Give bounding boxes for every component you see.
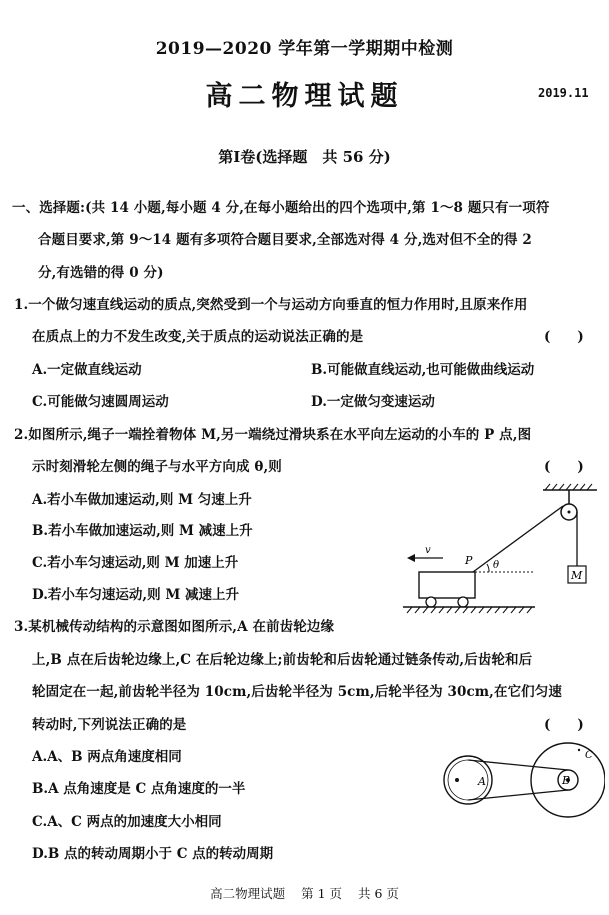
- gear-transmission-figure: [430, 742, 605, 842]
- exam-date: 2019.11: [538, 86, 589, 100]
- option-a: A.一定做直线运动: [32, 362, 142, 378]
- option-d: D.若小车匀速运动,则 M 减速上升: [32, 587, 239, 603]
- footer-total: 共 6 页: [357, 886, 399, 901]
- option-b: B.若小车做加速运动,则 M 减速上升: [32, 523, 253, 539]
- question-2-line: 2.如图所示,绳子一端拴着物体 M,另一端绕过滑块系在水平向左运动的小车的 P 点,图: [14, 427, 532, 443]
- question-3-line: 上,B 点在后齿轮边缘上,C 在后轮边缘上;前齿轮和后齿轮通过链条传动,后齿轮和后: [32, 652, 533, 668]
- instructions-line: 分,有选错的得 0 分): [38, 265, 164, 281]
- footer-title: 高二物理试题: [210, 886, 286, 901]
- question-3-line: 3.某机械传动结构的示意图如图所示,A 在前齿轮边缘: [14, 619, 335, 635]
- point-p-label: P: [465, 554, 473, 567]
- question-1-line: 1.一个做匀速直线运动的质点,突然受到一个与运动方向垂直的恒力作用时,且原来作用: [14, 297, 528, 313]
- option-d: D.一定做匀变速运动: [311, 394, 435, 410]
- point-c-label: C: [585, 750, 593, 761]
- paper-title: 高二物理试题: [205, 81, 404, 112]
- point-b-label: B: [562, 774, 571, 787]
- answer-paren: ( ): [544, 459, 584, 475]
- option-b: B.可能做直线运动,也可能做曲线运动: [311, 362, 535, 378]
- answer-paren: ( ): [544, 329, 584, 345]
- mass-label: M: [571, 569, 583, 582]
- point-a-label: A: [478, 775, 486, 788]
- question-3-line: 转动时,下列说法正确的是: [32, 717, 187, 733]
- exam-title: 2019—2020 学年第一学期期中检测: [155, 39, 454, 59]
- footer-page: 第 1 页: [301, 886, 342, 901]
- option-c: C.A、C 两点的加速度大小相同: [32, 814, 222, 830]
- option-c: C.若小车匀速运动,则 M 加速上升: [32, 555, 239, 571]
- option-c: C.可能做匀速圆周运动: [32, 394, 169, 410]
- option-a: A.A、B 两点角速度相同: [32, 749, 182, 765]
- velocity-label: v: [425, 545, 431, 556]
- option-d: D.B 点的转动周期小于 C 点的转动周期: [32, 846, 274, 862]
- answer-paren: ( ): [544, 717, 584, 733]
- instructions-line: 一、选择题:(共 14 小题,每小题 4 分,在每小题给出的四个选项中,第 1～8 题只有一项符: [12, 200, 550, 216]
- section-title: 第Ⅰ卷(选择题 共 56 分): [218, 148, 391, 166]
- pulley-cart-figure: [385, 478, 600, 618]
- question-3-line: 轮固定在一起,前齿轮半径为 10cm,后齿轮半径为 5cm,后轮半径为 30cm,在它们匀速: [32, 684, 562, 700]
- cart: [419, 572, 475, 598]
- rope: [473, 506, 563, 572]
- instructions-line: 合题目要求,第 9～14 题有多项符合题目要求,全部选对得 4 分,选对但不全的得 2: [38, 232, 532, 248]
- question-2-line: 示时刻滑轮左侧的绳子与水平方向成 θ,则: [32, 459, 282, 475]
- option-b: B.A 点角速度是 C 点角速度的一半: [32, 781, 246, 797]
- question-1-line: 在质点上的力不发生改变,关于质点的运动说法正确的是: [32, 329, 364, 345]
- page-footer: [0, 884, 609, 902]
- velocity-arrow: [407, 554, 415, 562]
- angle-label: θ: [493, 560, 500, 571]
- option-a: A.若小车做加速运动,则 M 匀速上升: [32, 492, 252, 508]
